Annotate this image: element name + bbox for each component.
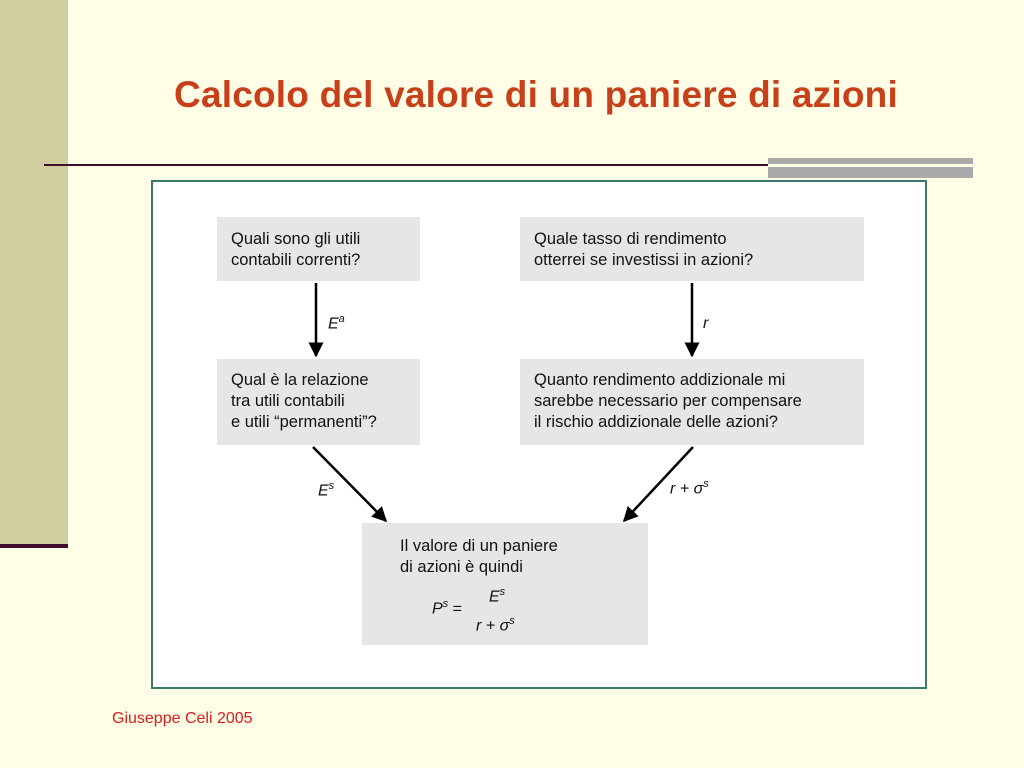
box-line: Quale tasso di rendimento — [534, 230, 727, 248]
formula-den-base: r + σ — [476, 617, 510, 635]
box-line: contabili correnti? — [231, 251, 361, 269]
box-risk-premium — [520, 359, 864, 445]
box-permanent-earnings — [217, 359, 420, 445]
arrow-label-r-sigma — [670, 478, 709, 498]
label-superscript: a — [338, 313, 345, 325]
box-line: sarebbe necessario per compensare — [534, 392, 802, 410]
arrow-label-r — [703, 315, 708, 333]
box-line: Quali sono gli utili — [231, 230, 361, 248]
box-line: di azioni è quindi — [400, 558, 523, 576]
footer-author: Giuseppe Celi 2005 — [112, 710, 253, 727]
box-line: Quanto rendimento addizionale mi — [534, 371, 786, 389]
formula-lhs — [432, 598, 462, 618]
box-expected-return — [520, 217, 864, 281]
label-base: r + σ — [670, 480, 704, 498]
label-base: E — [318, 482, 329, 500]
formula-equals: = — [452, 600, 462, 618]
formula-lhs-base: P — [432, 600, 443, 618]
formula-num-base: E — [489, 588, 500, 606]
box-line: Qual è la relazione — [231, 371, 369, 389]
formula-numerator — [489, 586, 505, 606]
slide-title: Calcolo del valore di un paniere di azioni — [174, 74, 898, 115]
box-line: tra utili contabili — [231, 392, 345, 410]
label-base: r — [703, 315, 709, 332]
label-base: E — [328, 315, 339, 333]
box-current-earnings — [217, 217, 420, 281]
formula-denominator — [476, 615, 515, 635]
label-superscript: s — [328, 480, 335, 492]
box-line: e utili “permanenti”? — [231, 413, 377, 431]
box-line: otterrei se investissi in azioni? — [534, 251, 754, 269]
box-line: Il valore di un paniere — [400, 537, 558, 555]
formula-den-sup: s — [509, 615, 515, 627]
arrow-label-es — [318, 480, 334, 500]
arrow-label-ea — [328, 313, 345, 333]
formula-num-sup: s — [499, 586, 506, 598]
label-superscript: s — [703, 478, 709, 490]
formula-lhs-sup: s — [442, 598, 449, 610]
box-line: il rischio addizionale delle azioni? — [534, 413, 778, 431]
